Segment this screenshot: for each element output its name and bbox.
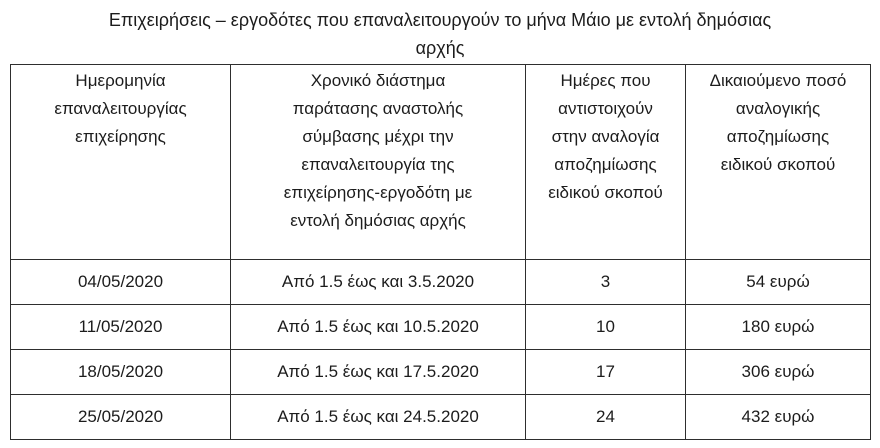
cell-amount: 180 ευρώ xyxy=(686,305,871,350)
cell-days: 17 xyxy=(526,350,686,395)
cell-period: Από 1.5 έως και 17.5.2020 xyxy=(231,350,526,395)
cell-date: 25/05/2020 xyxy=(11,395,231,440)
table-row xyxy=(11,350,871,395)
cell-amount: 54 ευρώ xyxy=(686,260,871,305)
compensation-table xyxy=(10,64,871,440)
cell-date: 18/05/2020 xyxy=(11,350,231,395)
cell-amount: 306 ευρώ xyxy=(686,350,871,395)
cell-date: 04/05/2020 xyxy=(11,260,231,305)
table-row xyxy=(11,395,871,440)
table-row xyxy=(11,305,871,350)
header-amount: Δικαιούμενο ποσό αναλογικής αποζημίωσης ειδικού σκοπού xyxy=(686,65,871,260)
table-row xyxy=(11,260,871,305)
header-extension-period: Χρονικό διάστημα παράτασης αναστολής σύμβασης μέχρι την επαναλειτουργία της επιχείρησης-εργοδότη με εντολή δημόσιας αρχής xyxy=(231,65,526,260)
document-title: Επιχειρήσεις – εργοδότες που επαναλειτουργούν το μήνα Μάιο με εντολή δημόσιας αρχής xyxy=(108,10,772,58)
table-header-row xyxy=(11,65,871,260)
cell-period: Από 1.5 έως και 24.5.2020 xyxy=(231,395,526,440)
cell-date: 11/05/2020 xyxy=(11,305,231,350)
header-days: Ημέρες που αντιστοιχούν στην αναλογία αποζημίωσης ειδικού σκοπού xyxy=(526,65,686,260)
cell-days: 24 xyxy=(526,395,686,440)
cell-days: 10 xyxy=(526,305,686,350)
cell-period: Από 1.5 έως και 3.5.2020 xyxy=(231,260,526,305)
header-reopening-date: Ημερομηνία επαναλειτουργίας επιχείρησης xyxy=(11,65,231,260)
cell-period: Από 1.5 έως και 10.5.2020 xyxy=(231,305,526,350)
cell-amount: 432 ευρώ xyxy=(686,395,871,440)
cell-days: 3 xyxy=(526,260,686,305)
